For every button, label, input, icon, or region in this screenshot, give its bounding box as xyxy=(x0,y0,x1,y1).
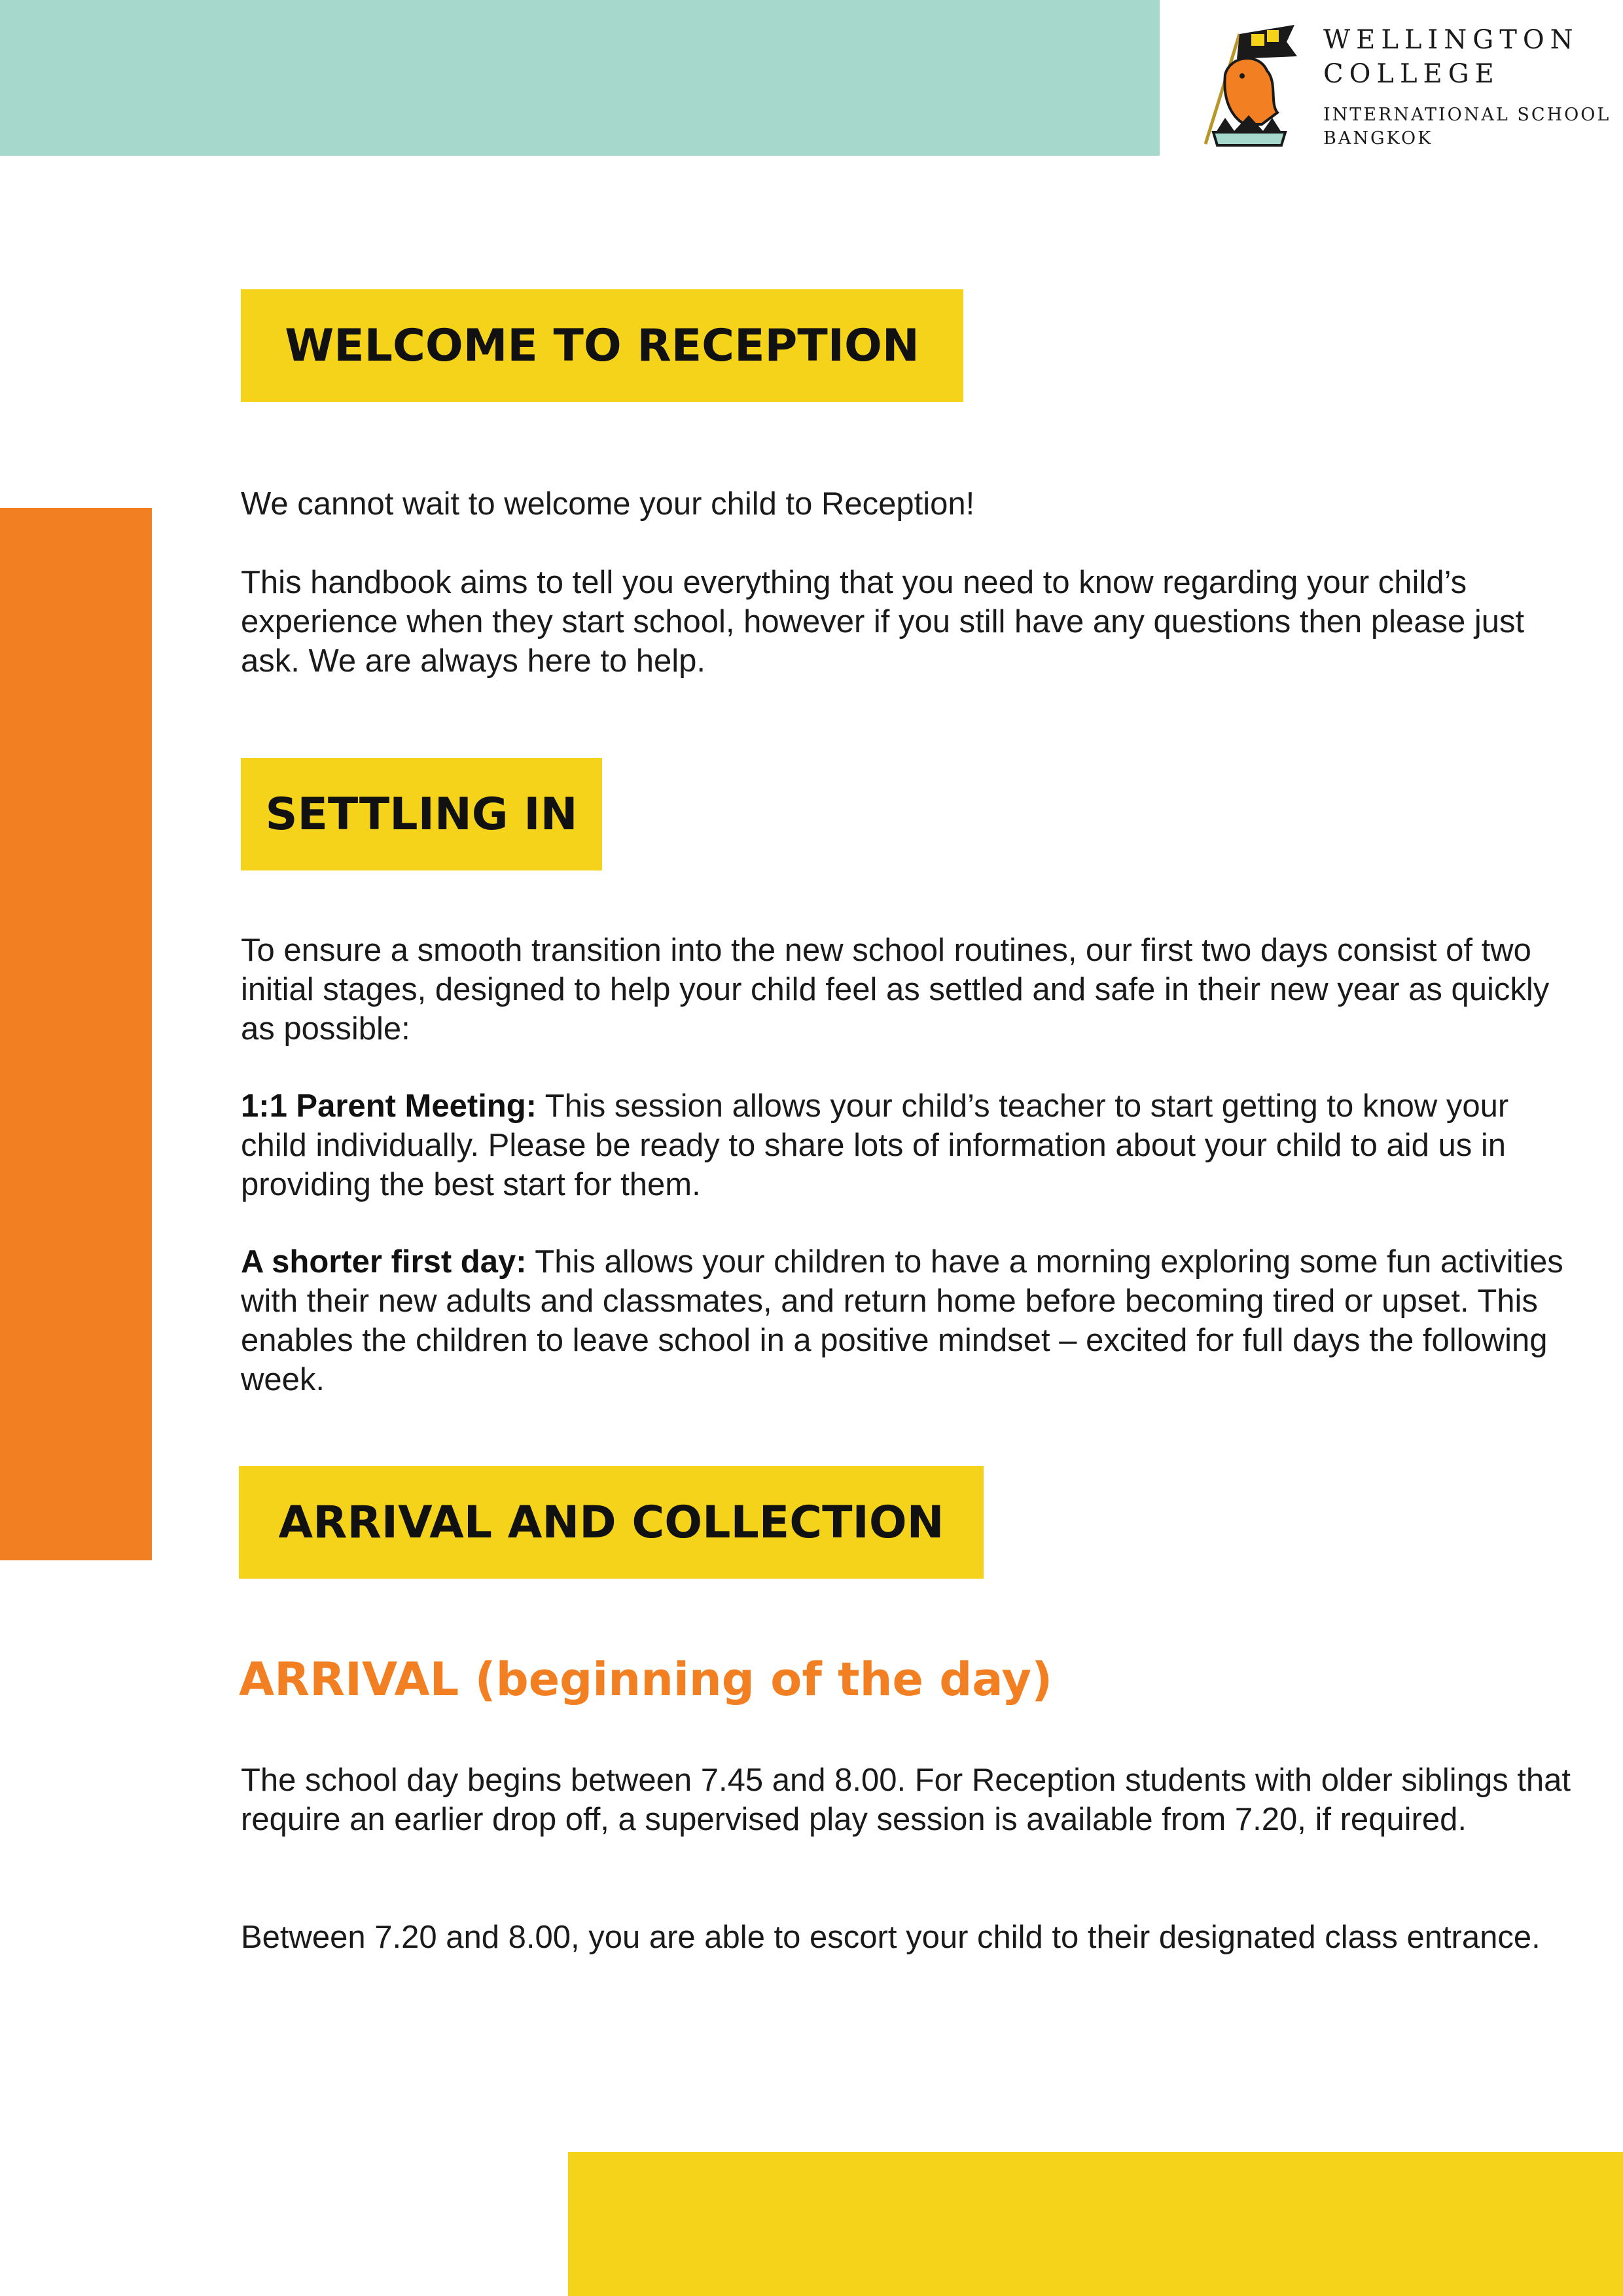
arrival-subheading: ARRIVAL (beginning of the day) xyxy=(239,1653,1053,1706)
logo-wellington-text: WELLINGTON xyxy=(1323,25,1579,55)
parent-meeting-text: This session allows your child’s teacher to start getting to know your child individually. Please be ready to share lots of information about your child to aid us in providing the best start for them. xyxy=(241,1088,1509,1202)
welcome-heading: WELCOME TO RECEPTION xyxy=(241,289,963,402)
bottom-yellow-band xyxy=(568,2152,1623,2296)
escort-child-paragraph: Between 7.20 and 8.00, you are able to escort your child to their designated class entrance. xyxy=(241,1920,1541,1955)
shorter-first-day-text: This allows your children to have a morning exploring some fun activities with their new adults and classmates, and return home before becoming tired or upset. This enables the children to leave school in a positive mindset – excited for full days the following week. xyxy=(241,1244,1563,1397)
shorter-first-day-paragraph xyxy=(241,1242,1581,1399)
parent-meeting-label: 1:1 Parent Meeting: xyxy=(241,1088,537,1124)
arrival-and-collection-heading: ARRIVAL AND COLLECTION xyxy=(239,1466,984,1579)
crest-icon xyxy=(1196,20,1308,151)
logo-college-text: COLLEGE xyxy=(1323,59,1500,89)
settling-intro-paragraph: To ensure a smooth transition into the new school routines, our first two days consist of two initial stages, designed to help your child feel as settled and safe in their new year as quickly as possible: xyxy=(241,933,1550,1047)
welcome-intro-paragraph: We cannot wait to welcome your child to Reception! xyxy=(241,486,975,522)
shorter-first-day-label: A shorter first day: xyxy=(241,1244,527,1280)
top-mint-band xyxy=(0,0,1160,156)
logo-international-school-text: INTERNATIONAL SCHOOL xyxy=(1323,105,1611,125)
school-day-start-paragraph: The school day begins between 7.45 and 8.00. For Reception students with older siblings that require an earlier drop off, a supervised play session is available from 7.20, if required. xyxy=(241,1763,1571,1837)
left-orange-band xyxy=(0,508,152,1560)
settling-in-heading: SETTLING IN xyxy=(241,758,602,870)
logo-bangkok-text: BANGKOK xyxy=(1323,128,1433,149)
parent-meeting-paragraph xyxy=(241,1086,1581,1204)
welcome-handbook-paragraph: This handbook aims to tell you everything that you need to know regarding your child’s experience when they start school, however if you still have any questions then please just ask. We are always here to help. xyxy=(241,565,1525,679)
school-logo xyxy=(1196,20,1611,154)
